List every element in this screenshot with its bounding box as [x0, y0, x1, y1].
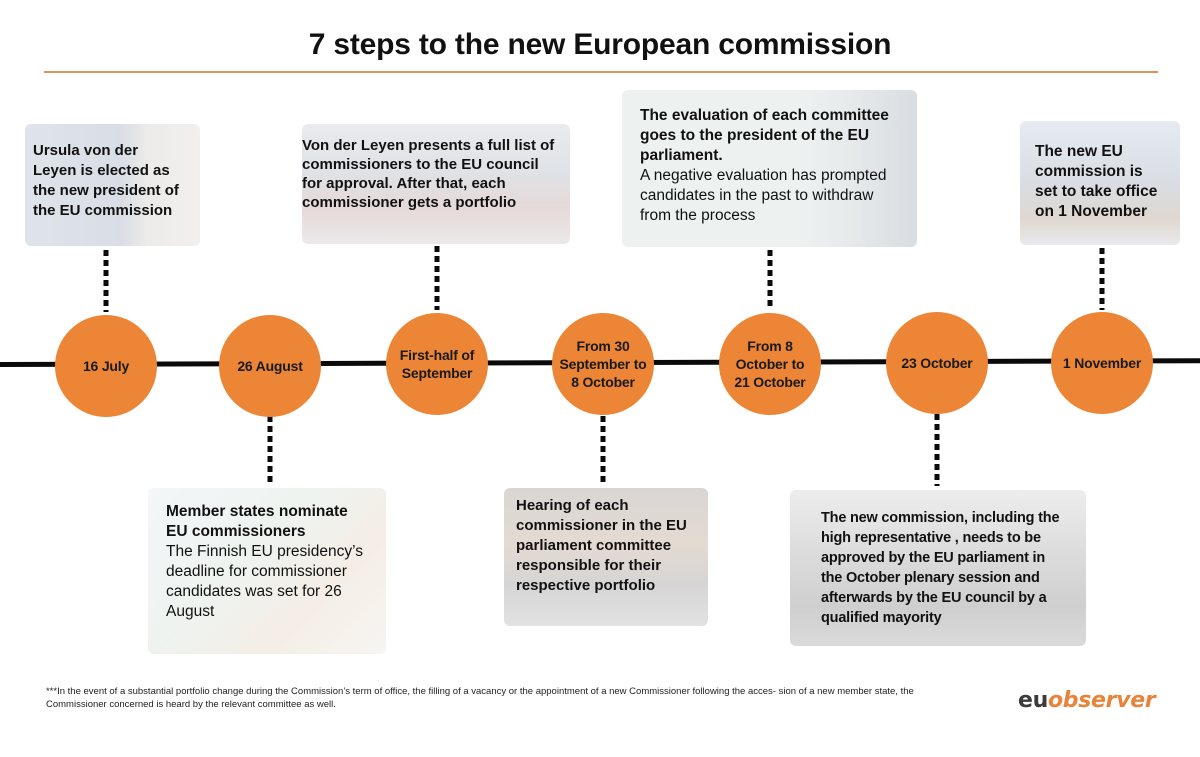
- step-card-5: [622, 90, 917, 247]
- node-label: First-half of September: [399, 347, 475, 381]
- timeline-node-16-july: [55, 315, 157, 417]
- connector-7: [1100, 248, 1105, 310]
- connector-5: [768, 250, 773, 310]
- node-label: From 8 October to 21 October: [734, 338, 806, 390]
- timeline-node-30-sep-8-oct: [552, 313, 654, 415]
- euobserver-logo: [1018, 688, 1155, 713]
- card-bold-text: Hearing of each commissioner in the EU parliament committee responsible for their respective portfolio: [516, 497, 687, 594]
- connector-3: [435, 246, 440, 310]
- step-card-4: [504, 488, 708, 626]
- card-regular-text: A negative evaluation has prompted candidates in the past to withdraw from the process: [640, 167, 887, 224]
- card-bold-text: The new EU commission is set to take office on 1 November: [1035, 143, 1158, 220]
- card-bold-text: The evaluation of each committee goes to the president of the EU parliament.: [640, 107, 889, 164]
- node-label: From 30 September to 8 October: [559, 338, 647, 390]
- title-rule: [44, 71, 1158, 73]
- page-title: 7 steps to the new European commission: [308, 28, 892, 61]
- step-card-1: [25, 124, 200, 246]
- step-card-7: [1020, 121, 1180, 245]
- timeline-node-8-oct-21-oct: [719, 313, 821, 415]
- timeline-node-23-october: [886, 312, 988, 414]
- card-bold-text: The new commission, including the high representative , needs to be approved by the EU parliament in the October plenary session and afterwards by the EU council by a qualified mayority: [821, 510, 1060, 626]
- node-label: 23 October: [901, 355, 973, 371]
- node-label: 16 July: [82, 358, 130, 374]
- step-card-3: [302, 124, 570, 244]
- card-regular-text: The Finnish EU presidency’s deadline for commissioner candidates was set for 26 August: [166, 543, 363, 620]
- connector-2: [268, 416, 273, 486]
- node-label: 1 November: [1062, 355, 1142, 371]
- footnote: ***In the event of a substantial portfolio change during the Commission’s term of office, the filling of a vacancy or the appointment of a new Commissioner following the acces- sion of a new member state, the Commissioner concerned is heard by the relevant committee as well.: [46, 686, 914, 710]
- card-bold-text: Member states nominate EU commissioners: [166, 503, 348, 540]
- logo-part-observer: observer: [1047, 688, 1156, 713]
- timeline-node-first-half-september: [386, 313, 488, 415]
- node-label: 26 August: [237, 358, 303, 374]
- card-bold-text: Von der Leyen presents a full list of commissioners to the EU council for approval. After that, each commissioner gets a portfolio: [302, 137, 555, 211]
- card-bold-text: Ursula von der Leyen is elected as the new president of the EU commission: [33, 142, 179, 219]
- timeline-node-1-november: [1051, 312, 1153, 414]
- step-card-6: [790, 490, 1086, 646]
- connector-1: [104, 250, 109, 312]
- logo-part-eu: eu: [1018, 688, 1048, 713]
- timeline-node-26-august: [219, 315, 321, 417]
- connector-6: [935, 414, 940, 486]
- connector-4: [601, 416, 606, 486]
- step-card-2: [148, 488, 386, 654]
